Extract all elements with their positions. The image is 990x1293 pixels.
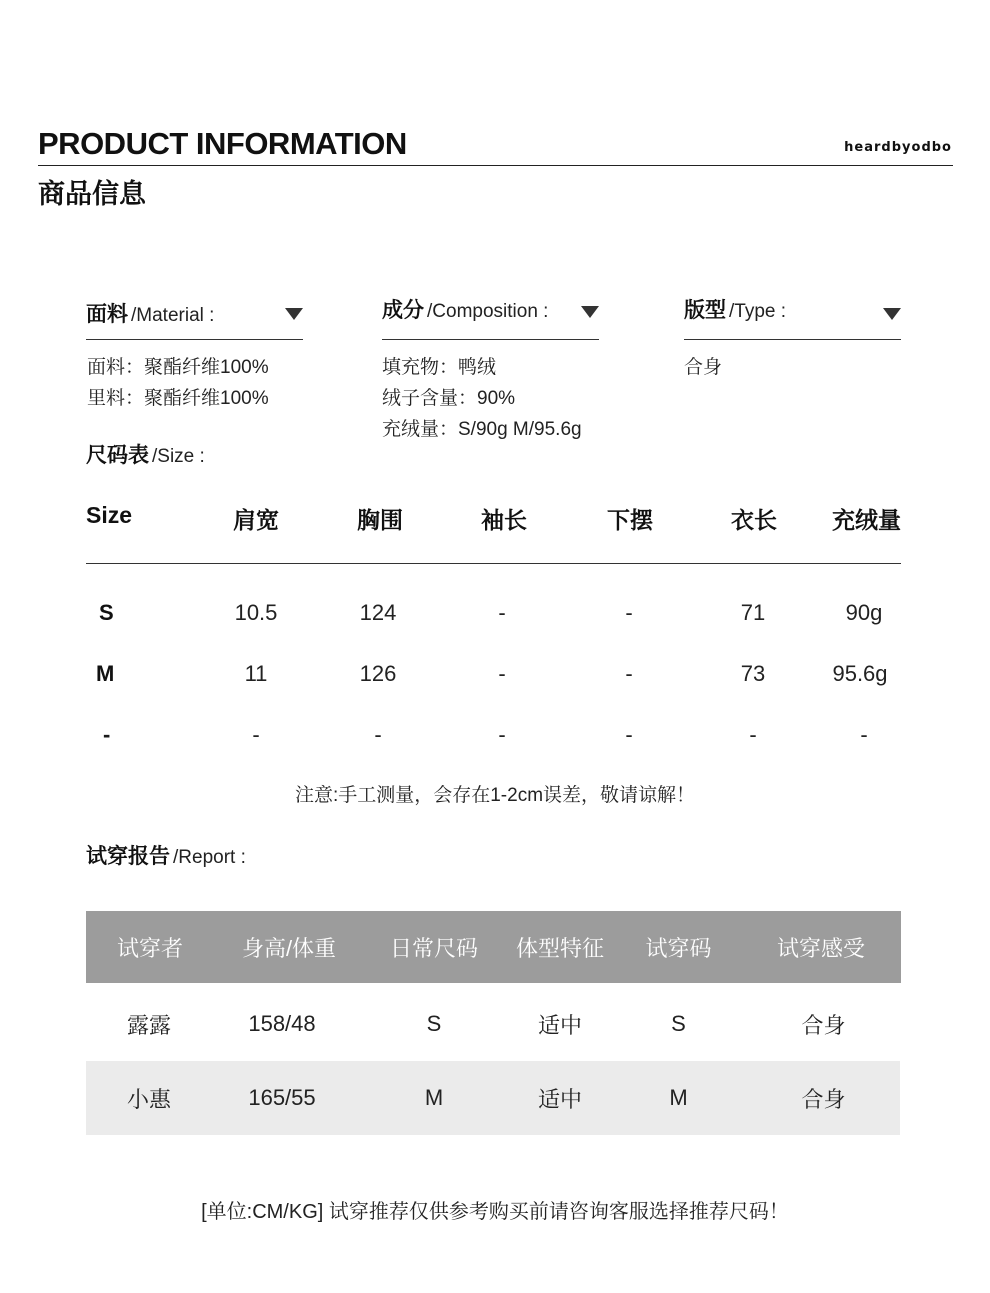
size-cell: - bbox=[252, 722, 260, 747]
material-divider bbox=[86, 339, 303, 340]
type-line: 合身 bbox=[684, 357, 723, 378]
size-label-en: /Size : bbox=[152, 446, 205, 467]
report-cell: M bbox=[424, 1085, 444, 1110]
report-cell: 适中 bbox=[537, 1086, 582, 1112]
size-header-cell: 袖长 bbox=[481, 507, 527, 533]
report-heading bbox=[86, 840, 246, 870]
size-cell: S bbox=[99, 600, 114, 625]
report-cell: 小惠 bbox=[126, 1086, 171, 1112]
title-divider bbox=[38, 165, 953, 166]
material-label-cn: 面料 bbox=[86, 303, 128, 326]
composition-line: 充绒量：S/90g M/95.6g bbox=[382, 419, 582, 440]
material-line: 里料：聚酯纤维100% bbox=[87, 388, 269, 409]
size-label-cn: 尺码表 bbox=[86, 444, 149, 467]
triangle-down-icon bbox=[285, 308, 303, 320]
size-cell: 126 bbox=[359, 661, 397, 686]
size-header-cell: 下摆 bbox=[607, 507, 653, 533]
size-table-row bbox=[0, 600, 990, 632]
report-table-row bbox=[86, 1061, 900, 1135]
type-label-cn: 版型 bbox=[684, 299, 726, 322]
size-cell: - bbox=[749, 722, 757, 747]
size-cell: 95.6g bbox=[832, 661, 888, 686]
report-table bbox=[86, 911, 901, 1135]
size-table-row bbox=[0, 661, 990, 693]
report-cell: 合身 bbox=[801, 1086, 846, 1112]
size-cell: - bbox=[625, 661, 633, 686]
page-title-en: PRODUCT INFORMATION bbox=[38, 126, 407, 161]
size-cell: - bbox=[498, 722, 506, 747]
size-cell: - bbox=[374, 722, 382, 747]
report-cell: 165/55 bbox=[248, 1085, 316, 1110]
composition-divider bbox=[382, 339, 599, 340]
type-details bbox=[684, 352, 722, 383]
size-header-cell: 衣长 bbox=[731, 507, 777, 533]
size-header-cell: 充绒量 bbox=[832, 507, 901, 533]
triangle-down-icon bbox=[581, 306, 599, 318]
report-label-cn: 试穿报告 bbox=[86, 845, 170, 868]
size-cell: 10.5 bbox=[234, 600, 278, 625]
type-label-en: /Type : bbox=[729, 301, 787, 322]
brand-logo-text: heardbyodbo bbox=[844, 140, 952, 155]
report-cell: S bbox=[426, 1011, 442, 1036]
size-cell: 73 bbox=[740, 661, 766, 686]
material-heading bbox=[86, 298, 214, 328]
composition-label-en: /Composition : bbox=[427, 301, 549, 322]
size-cell: M bbox=[96, 661, 115, 686]
report-header-cell: 试穿码 bbox=[645, 935, 712, 961]
size-heading bbox=[86, 439, 205, 469]
report-cell: 合身 bbox=[801, 1012, 846, 1038]
size-cell: - bbox=[498, 600, 506, 625]
size-cell: 124 bbox=[359, 600, 397, 625]
material-line: 面料：聚酯纤维100% bbox=[87, 357, 269, 378]
composition-line: 填充物：鸭绒 bbox=[382, 357, 497, 378]
composition-line: 绒子含量：90% bbox=[382, 388, 516, 409]
composition-heading bbox=[382, 294, 548, 324]
size-header-cell: 胸围 bbox=[357, 507, 403, 533]
report-cell: 露露 bbox=[126, 1012, 171, 1038]
page-title-cn: 商品信息 bbox=[38, 179, 146, 209]
size-cell: 90g bbox=[845, 600, 883, 625]
report-header-cell: 日常尺码 bbox=[389, 935, 478, 961]
size-table-header bbox=[0, 502, 990, 534]
report-cell: S bbox=[671, 1011, 686, 1036]
composition-label-cn: 成分 bbox=[382, 299, 424, 322]
size-header-cell: Size bbox=[86, 502, 133, 528]
report-cell: M bbox=[669, 1085, 688, 1110]
report-header-cell: 身高/体重 bbox=[241, 935, 337, 961]
size-table-row bbox=[0, 722, 990, 754]
report-header-cell: 试穿感受 bbox=[776, 935, 865, 961]
report-table-row bbox=[86, 987, 901, 1061]
composition-details bbox=[382, 352, 582, 445]
size-cell: - bbox=[498, 661, 506, 686]
material-details bbox=[87, 352, 269, 414]
report-cell: 158/48 bbox=[248, 1011, 316, 1036]
measurement-note: 注意:手工测量，会存在1-2cm误差，敬请谅解！ bbox=[294, 785, 696, 806]
report-cell: 适中 bbox=[537, 1012, 582, 1038]
type-heading bbox=[684, 294, 786, 324]
size-table-divider bbox=[86, 563, 901, 564]
size-cell: - bbox=[625, 600, 633, 625]
type-divider bbox=[684, 339, 901, 340]
material-label-en: /Material : bbox=[131, 305, 215, 326]
size-cell: - bbox=[625, 722, 633, 747]
size-cell: - bbox=[103, 722, 111, 747]
report-header-cell: 试穿者 bbox=[116, 935, 183, 961]
size-cell: - bbox=[860, 722, 868, 747]
size-cell: 11 bbox=[244, 661, 268, 686]
report-header-cell: 体型特征 bbox=[515, 935, 604, 961]
size-cell: 71 bbox=[740, 600, 766, 625]
triangle-down-icon bbox=[883, 308, 901, 320]
report-table-header bbox=[86, 911, 901, 983]
report-label-en: /Report : bbox=[173, 847, 246, 868]
footer-note: [单位:CM/KG] 试穿推荐仅供参考购买前请咨询客服选择推荐尺码！ bbox=[201, 1201, 789, 1223]
size-header-cell: 肩宽 bbox=[233, 507, 279, 533]
